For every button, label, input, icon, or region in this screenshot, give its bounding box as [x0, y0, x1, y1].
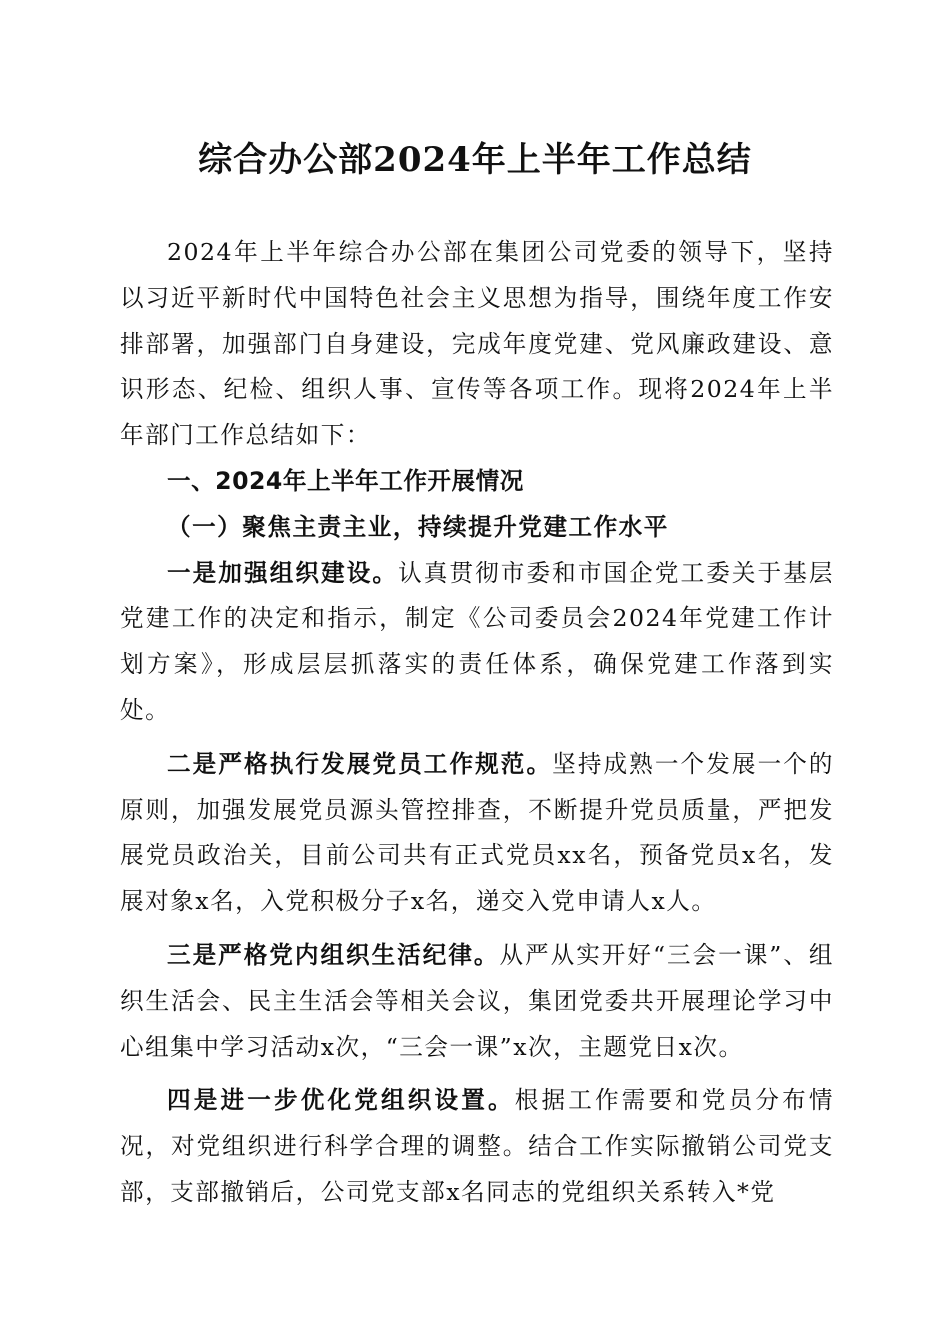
paragraph-lead: 三是严格党内组织生活纪律。 — [167, 940, 500, 969]
paragraph-item-3 — [120, 933, 834, 1070]
paragraph-item-2 — [120, 742, 834, 925]
section-heading: 一、2024年上半年工作开展情况 — [167, 466, 524, 495]
paragraph-text: 坚持成熟一个发展一个的原则，加强发展党员源头管控排查，不断提升党员质量，严把发展党员政治关，目前公司共有正式党员xx名，预备党员x名，发展对象x名，入党积极分子x名，递交入党申请人x人。 — [120, 749, 835, 916]
subsection-heading: （一）聚焦主责主业，持续提升党建工作水平 — [167, 512, 669, 541]
paragraph-item-1 — [120, 551, 834, 734]
paragraph-item-4 — [120, 1078, 834, 1215]
paragraph-text: 根据工作需要和党员分布情况，对党组织进行科学合理的调整。结合工作实际撤销公司党支部，支部撤销后，公司党支部x名同志的党组织关系转入*党 — [120, 1086, 835, 1206]
document-body — [120, 230, 834, 1216]
paragraph-text: 认真贯彻市委和市国企党工委关于基层党建工作的决定和指示，制定《公司委员会2024年党建工作计划方案》，形成层层抓落实的责任体系，确保党建工作落到实处。 — [120, 558, 835, 724]
paragraph-lead: 一是加强组织建设。 — [167, 558, 399, 587]
paragraph-lead: 四是进一步优化党组织设置。 — [167, 1086, 515, 1115]
paragraph-lead: 二是严格执行发展党员工作规范。 — [167, 749, 553, 778]
document-title: 综合办公部2024年上半年工作总结 — [198, 140, 752, 180]
intro-paragraph: 2024年上半年综合办公部在集团公司党委的领导下，坚持以习近平新时代中国特色社会主义思想为指导，围绕年度工作安排部署，加强部门自身建设，完成年度党建、党风廉政建设、意识形态、纪检、组织人事、宣传等各项工作。现将2024年上半年部门工作总结如下： — [120, 238, 834, 450]
paragraph-text: 从严从实开好“三会一课”、组织生活会、民主生活会等相关会议，集团党委共开展理论学习中心组集中学习活动x次，“三会一课”x次，主题党日x次。 — [120, 940, 834, 1061]
